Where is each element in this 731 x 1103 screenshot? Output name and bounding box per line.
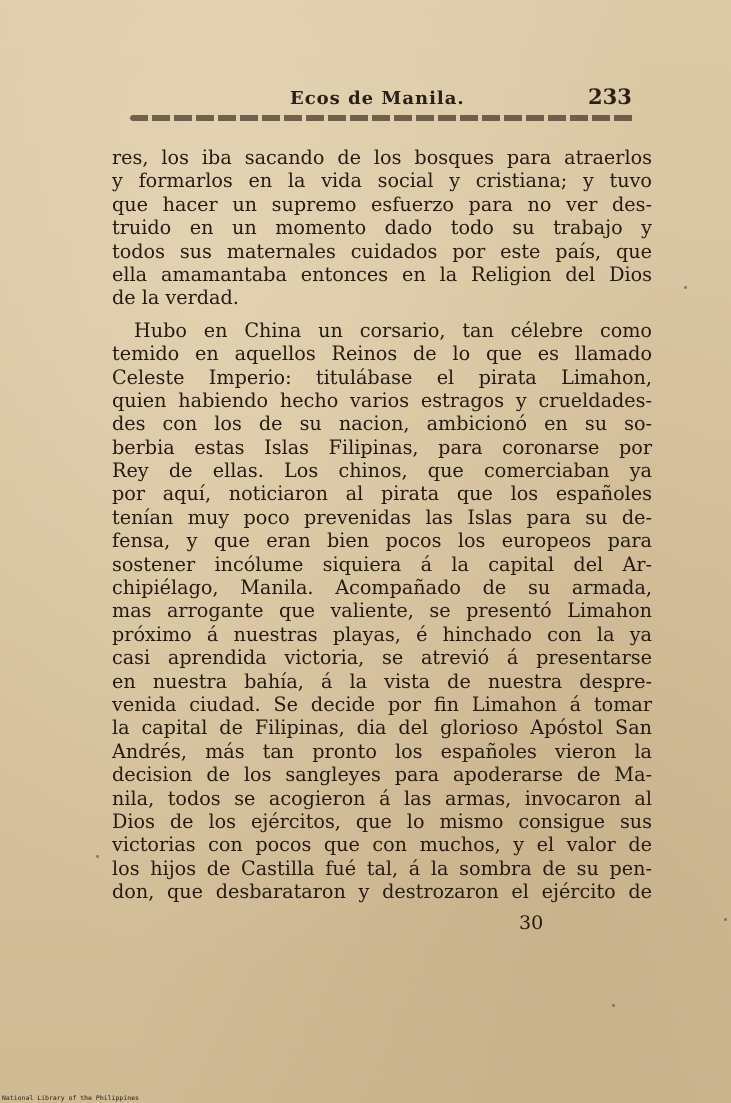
text-line: nila, todos se acogieron á las armas, invocaron al bbox=[112, 786, 652, 810]
paper-speck bbox=[724, 918, 727, 921]
text-line: victorias con pocos que con muchos, y el valor de bbox=[112, 833, 652, 857]
signature-mark: 30 bbox=[519, 912, 544, 934]
text-line: y formarlos en la vida social y cristiana; y tuvo bbox=[112, 169, 652, 193]
paragraph-2 bbox=[112, 319, 652, 904]
text-line: berbia estas Islas Filipinas, para coronarse por bbox=[112, 435, 652, 459]
text-line: fensa, y que eran bien pocos los europeos para bbox=[112, 529, 652, 553]
text-line: en nuestra bahía, á la vista de nuestra despre- bbox=[112, 669, 652, 693]
text-line: temido en aquellos Reinos de lo que es llamado bbox=[112, 342, 652, 366]
text-line: mas arrogante que valiente, se presentó Limahon bbox=[112, 599, 652, 623]
text-line: tenían muy poco prevenidas las Islas para su de- bbox=[112, 505, 652, 529]
text-line: Celeste Imperio: titulábase el pirata Limahon, bbox=[112, 365, 652, 389]
paragraph-1 bbox=[112, 146, 652, 310]
text-line: quien habiendo hecho varios estragos y crueldades- bbox=[112, 388, 652, 412]
library-credit: National Library of the Philippines bbox=[2, 1094, 139, 1102]
paper-speck bbox=[96, 855, 99, 858]
text-line: la capital de Filipinas, dia del glorioso Apóstol San bbox=[112, 716, 652, 740]
text-line: todos sus maternales cuidados por este país, que bbox=[112, 239, 652, 263]
text-line: ella amamantaba entonces en la Religion del Dios bbox=[112, 262, 652, 286]
text-line: res, los iba sacando de los bosques para atraerlos bbox=[112, 146, 652, 169]
text-line: casi aprendida victoria, se atrevió á presentarse bbox=[112, 646, 652, 670]
text-line: truido en un momento dado todo su trabajo y bbox=[112, 216, 652, 240]
text-line: decision de los sangleyes para apoderarse de Ma- bbox=[112, 763, 652, 787]
text-line: que hacer un supremo esfuerzo para no ver des- bbox=[112, 192, 652, 216]
text-line: chipiélago, Manila. Acompañado de su armada, bbox=[112, 576, 652, 600]
text-line: sostener incólume siquiera á la capital del Ar- bbox=[112, 552, 652, 576]
text-line: Andrés, más tan pronto los españoles vieron la bbox=[112, 739, 652, 763]
header-rule bbox=[130, 115, 635, 121]
page-number: 233 bbox=[588, 84, 632, 109]
page-header bbox=[0, 84, 731, 114]
running-title: Ecos de Manila. bbox=[290, 88, 465, 109]
text-line: de la verdad. bbox=[112, 286, 239, 310]
paper-speck bbox=[612, 1004, 615, 1007]
text-line: venida ciudad. Se decide por fin Limahon á tomar bbox=[112, 692, 652, 716]
text-line: Rey de ellas. Los chinos, que comerciaban ya bbox=[112, 459, 652, 483]
text-line: próximo á nuestras playas, é hinchado con la ya bbox=[112, 622, 652, 646]
text-line: por aquí, noticiaron al pirata que los españoles bbox=[112, 482, 652, 506]
text-line: Dios de los ejércitos, que lo mismo consigue sus bbox=[112, 809, 652, 833]
text-line: Hubo en China un corsario, tan célebre como bbox=[134, 318, 652, 342]
body-text bbox=[112, 146, 652, 904]
paper-speck bbox=[684, 286, 687, 289]
text-line: los hijos de Castilla fué tal, á la sombra de su pen- bbox=[112, 856, 652, 880]
text-line: don, que desbarataron y destrozaron el ejército de bbox=[112, 880, 652, 904]
text-line: des con los de su nacion, ambicionó en su so- bbox=[112, 412, 652, 436]
